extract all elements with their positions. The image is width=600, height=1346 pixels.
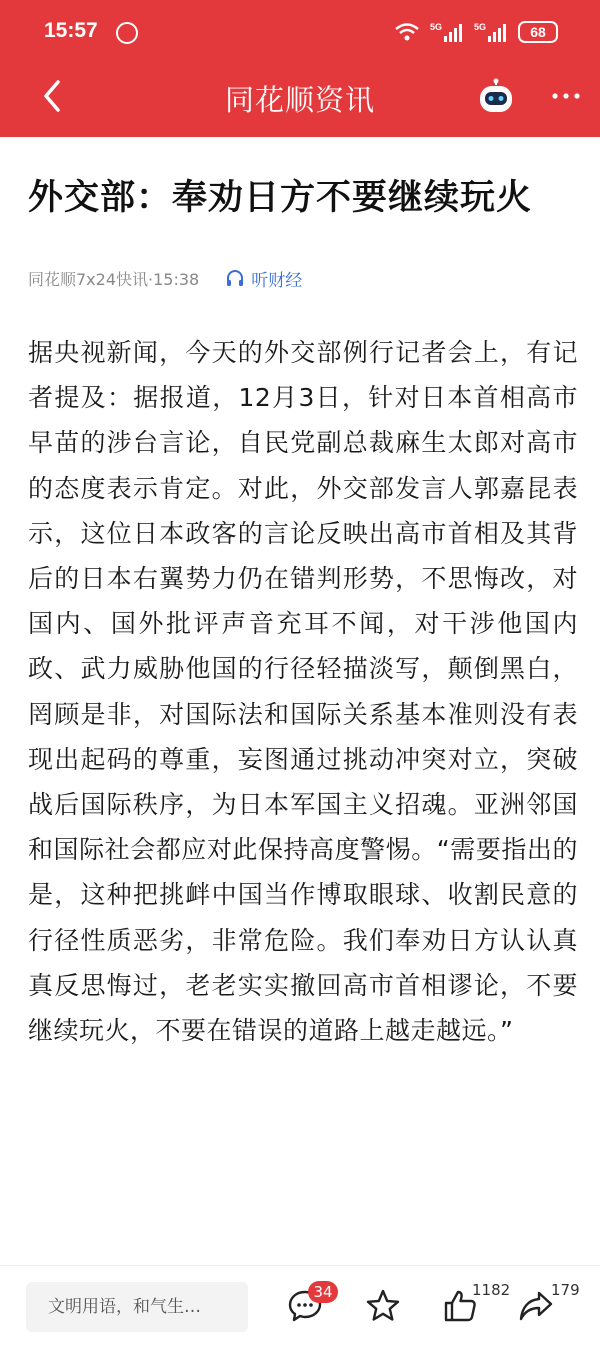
article-body: 据央视新闻，今天的外交部例行记者会上，有记者提及：据报道，12月3日，针对日本首相高市早苗的涉台言论，自民党副总裁麻生太郎对高市的态度表示肯定。对此，外交部发言人郭嘉昆表示，这位日本政客的言论反映出高市首相及其背后的日本右翼势力仍在错判形势，不思悔改，对国内、国外批评声音充耳不闻，对干涉他国内政、武力威胁他国的行径轻描淡写，颠倒黑白，罔顾是非，对国际法和国际关系基本准则没有表现出起码的尊重，妄图通过挑动冲突对立，突破战后国际秩序，为日本军国主义招魂。亚洲邻国和国际社会都应对此保持高度警惕。“需要指出的是，这种把挑衅中国当作博取眼球、收割民意的行径性质恶劣，非常危险。我们奉劝日方认认真真反思悔过，老老实实撤回高市首相谬论，不要继续玩火，不要在错误的道路上越走越远。” [28, 338, 578, 1046]
star-icon[interactable] [365, 1288, 401, 1324]
status-time: 15:57 [44, 19, 98, 42]
article-headline: 外交部：奉劝日方不要继续玩火 [28, 178, 533, 218]
listen-label: 听财经 [251, 270, 303, 291]
svg-text:5G: 5G [474, 22, 487, 32]
hand-icon [116, 22, 138, 44]
article-source: 同花顺7x24快讯·15:38 [28, 269, 200, 289]
more-dots-icon[interactable] [548, 78, 584, 114]
share-icon[interactable] [518, 1288, 554, 1324]
wifi-icon [394, 22, 420, 42]
nav-bar [0, 62, 600, 137]
signal-icon-1 [430, 21, 464, 43]
svg-text:5G: 5G [430, 22, 443, 32]
comment-input[interactable]: 文明用语，和气生… [26, 1282, 248, 1332]
bottom-action-bar [0, 1265, 600, 1346]
comment-count-badge: 34 [308, 1281, 338, 1303]
signal-icon-2 [474, 21, 508, 43]
article-meta [28, 266, 588, 290]
listen-button[interactable] [225, 266, 302, 291]
status-indicators [394, 19, 558, 45]
share-count: 179 [551, 1281, 580, 1299]
status-bar [0, 0, 600, 62]
page-title: 同花顺资讯 [224, 83, 375, 117]
app-header [0, 0, 600, 137]
headphone-icon [225, 268, 245, 288]
robot-icon[interactable] [476, 78, 516, 114]
battery-indicator: 68 [518, 21, 558, 43]
like-count: 1182 [472, 1281, 511, 1299]
